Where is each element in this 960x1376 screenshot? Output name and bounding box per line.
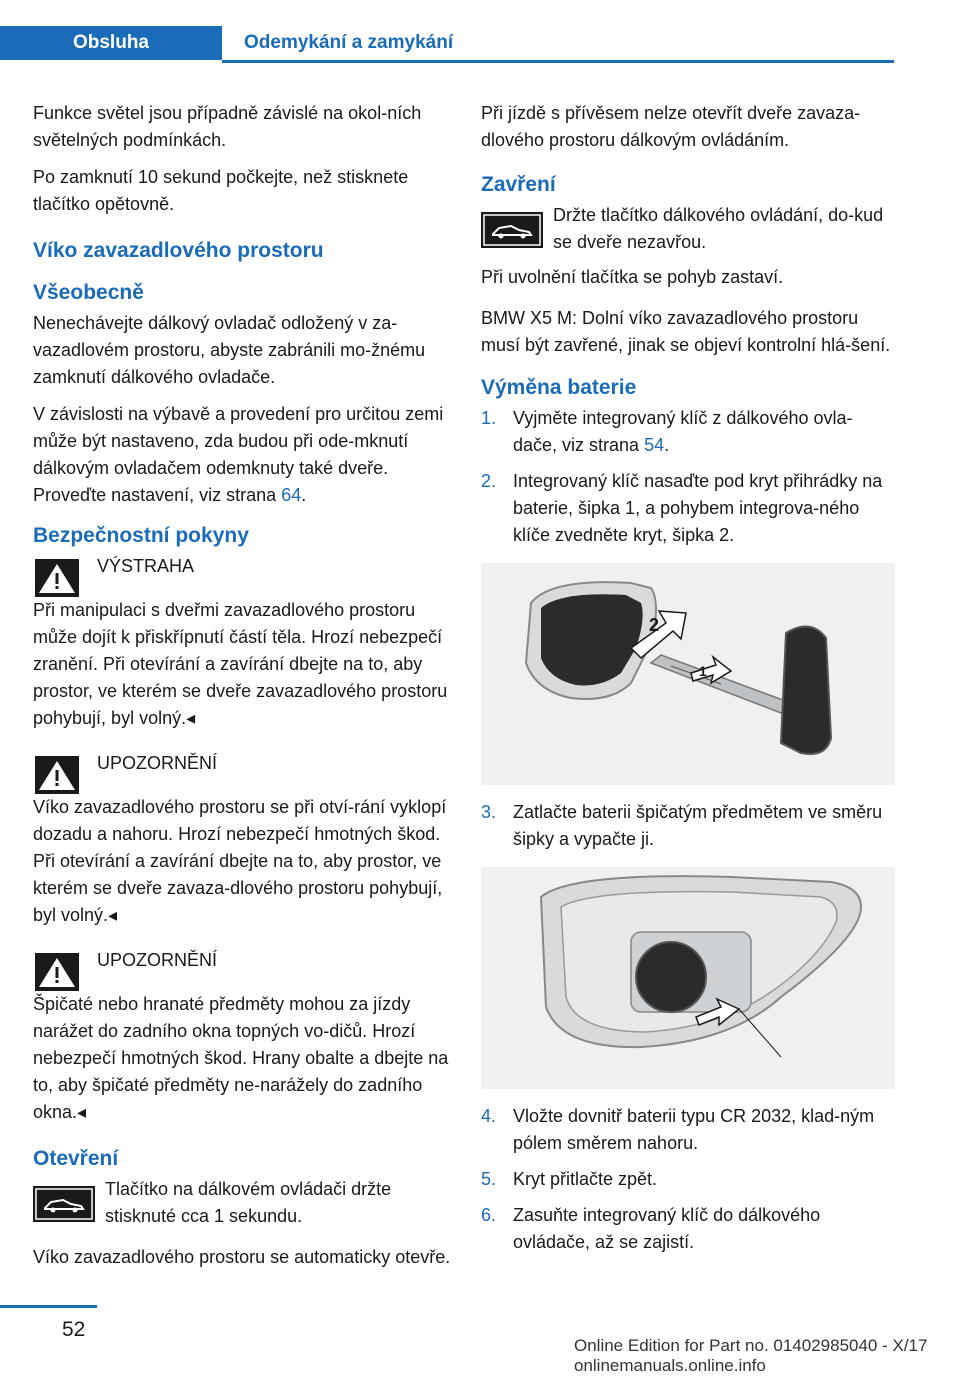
warning-title: VÝSTRAHA: [97, 556, 195, 576]
header-rule: [222, 60, 894, 63]
paragraph: V závislosti na výbavě a provedení pro určitou zemi může být nastaveno, zda budou při ode‐mknutí dálkovým ovladačem odemknuty také dveře. Proveďte nastavení, viz strana 64.: [33, 404, 444, 505]
subsection-heading: Výměna baterie: [481, 376, 637, 399]
paragraph: Při jízdě s přívěsem nelze otevřít dveře zavaza‐dlového prostoru dálkovým ovládáním.: [481, 103, 861, 150]
figure-label-2: 2: [649, 615, 660, 635]
left-column: [33, 100, 455, 1281]
notice-block: [33, 750, 455, 794]
battery-steps-list: [481, 799, 896, 853]
paragraph: Víko zavazadlového prostoru se automaticky otevře.: [33, 1247, 451, 1267]
key-button-block: [481, 202, 896, 256]
paragraph: BMW X5 M: Dolní víko zavazadlového prostoru musí být zavřené, jinak se objeví kontrolní hlá‐šení.: [481, 308, 891, 355]
list-item: 4. Vložte dovnitř baterii typu CR 2032, klad‐ným pólem směrem nahoru.: [481, 1106, 875, 1153]
paragraph: Tlačítko na dálkovém ovládači držte stisknuté cca 1 sekundu.: [105, 1179, 392, 1226]
paragraph: Držte tlačítko dálkového ovládání, do‐kud se dveře nezavřou.: [553, 205, 884, 252]
key-figure-battery: [481, 867, 895, 1089]
battery-illustration: [481, 867, 895, 1089]
list-item: 2. Integrovaný klíč nasaďte pod kryt přihrádky na baterie, šipka 1, a pohybem integrova‐ného klíče zvedněte kryt, šipka 2.: [481, 471, 883, 545]
key-open-illustration: [481, 563, 895, 785]
warning-triangle-icon: [35, 559, 79, 597]
paragraph: Nenechávejte dálkový ovladač odložený v za‐vazadlovém prostoru, abyste zabránili mo‐žnému zamknutí dálkového ovladače.: [33, 313, 426, 387]
paragraph: Funkce světel jsou případně závislé na okol‐ních světelných podmínkách.: [33, 103, 422, 150]
paragraph: Při uvolnění tlačítka se pohyb zastaví.: [481, 267, 784, 287]
warning-triangle-icon: [35, 756, 79, 794]
paragraph: Po zamknutí 10 sekund počkejte, než stisknete tlačítko opětovně.: [33, 167, 409, 214]
edition-note: Online Edition for Part no. 01402985040 - X/17 onlinemanuals.online.info: [574, 1336, 928, 1375]
subsection-heading: Otevření: [33, 1147, 119, 1170]
notice-body: Špičaté nebo hranaté předměty mohou za jízdy narážet do zadního okna topných vo‐dičů. Hrozí nebezpečí hmotných škod. Hrany obalte a dbejte na to, aby špičaté předměty ne‐narážely do zadního okna.◂: [33, 994, 449, 1122]
key-figure-open-cover: [481, 563, 895, 785]
battery-steps-list: [481, 405, 896, 549]
subsection-heading: Všeobecně: [33, 281, 144, 304]
page-number: 52: [62, 1318, 86, 1341]
list-item: 5. Kryt přitlačte zpět.: [481, 1169, 658, 1189]
notice-title: UPOZORNĚNÍ: [97, 753, 218, 773]
list-item: 3. Zatlačte baterii špičatým předmětem ve směru šipky a vypačte ji.: [481, 802, 883, 849]
tab-odemykani[interactable]: Odemykání a zamykání: [222, 26, 894, 60]
right-column: [481, 100, 896, 1265]
subsection-heading: Bezpečnostní pokyny: [33, 524, 249, 547]
trunk-button-icon: [33, 1186, 95, 1222]
notice-body: Víko zavazadlového prostoru se při otví‐rání vyklopí dozadu a nahoru. Hrozí nebezpečí hmotných škod. Při otevírání a zavírání dbejte na to, aby prostor, ve kterém se dveře zavaza‐dlového prostoru pohybují, byl volný.◂: [33, 797, 447, 925]
battery-steps-list: [481, 1103, 896, 1256]
footer-rule: [0, 1305, 97, 1308]
list-item: 1. Vyjměte integrovaný klíč z dálkového ovla‐dače, viz strana 54.: [481, 408, 853, 455]
section-heading: Víko zavazadlového prostoru: [33, 239, 324, 262]
notice-block: [33, 947, 455, 991]
key-button-block: [33, 1176, 455, 1230]
subsection-heading: Zavření: [481, 173, 556, 196]
page-link[interactable]: 64: [281, 485, 302, 505]
warning-triangle-icon: [35, 953, 79, 991]
list-item: 6. Zasuňte integrovaný klíč do dálkového ovládače, až se zajistí.: [481, 1205, 821, 1252]
figure-label-1: 1: [699, 663, 707, 679]
notice-title: UPOZORNĚNÍ: [97, 950, 218, 970]
trunk-button-icon: [481, 212, 543, 248]
warning-body: Při manipulaci s dveřmi zavazadlového prostoru může dojít k přiskřípnutí částí těla. Hrozí nebezpečí zranění. Při otevírání a zavírání dbejte na to, aby prostor, ve kterém se dveře zavazadlového prostoru pohybují, byl volný.◂: [33, 600, 448, 728]
tab-obsluha[interactable]: Obsluha: [0, 26, 222, 60]
page-link[interactable]: 54: [644, 435, 665, 455]
warning-block: [33, 553, 455, 597]
